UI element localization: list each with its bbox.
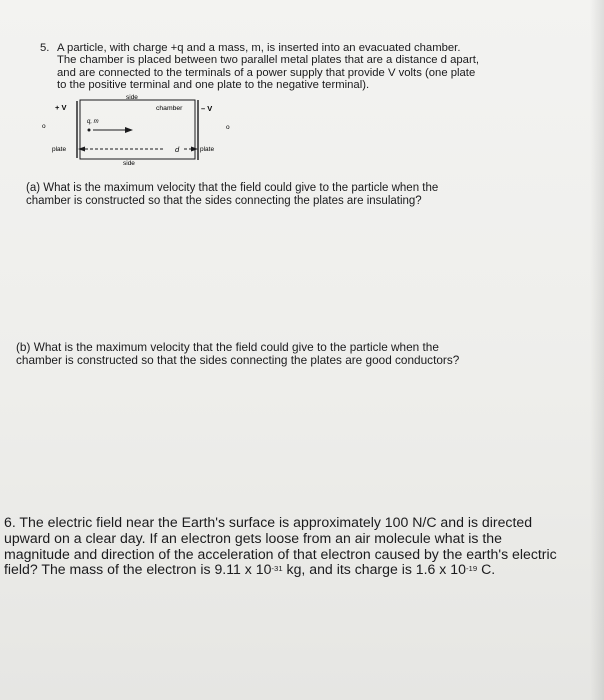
question-5-part-b	[16, 341, 576, 367]
question-6-line-3: magnitude and direction of the acceleration of that electron caused by the earth's electric	[4, 545, 557, 562]
right-terminal: o	[226, 124, 230, 131]
question-5-part-a	[26, 182, 546, 207]
q6-mass-exponent: -31	[271, 563, 283, 573]
plus-v-label: + V	[55, 103, 67, 112]
question-6-line-4	[4, 562, 602, 578]
q6-charge-text: kg, and its charge is 1.6 x 10	[282, 561, 466, 578]
question-5-line-1	[40, 42, 560, 54]
side-top-label: side	[126, 94, 138, 101]
question-5-line-2: The chamber is placed between two parallel metal plates that are a distance d apart,	[57, 54, 479, 67]
part-b-line-1: (b) What is the maximum velocity that the field could give to the particle when the	[16, 340, 439, 354]
question-6-line-2: upward on a clear day. If an electron gets loose from an air molecule what is the	[4, 529, 502, 546]
plate-right-label: plate	[200, 146, 215, 153]
question-6	[4, 515, 602, 578]
particle-label: q, m	[87, 119, 99, 125]
distance-label: d	[175, 145, 180, 154]
part-a-line-2: chamber is constructed so that the sides connecting the plates are insulating?	[26, 194, 422, 207]
side-bottom-label: side	[123, 160, 135, 167]
q6-charge-exponent: -19	[465, 563, 478, 573]
part-a-line-1: (a) What is the maximum velocity that the field could give to the particle when the	[26, 182, 439, 194]
page-edge-shadow	[590, 0, 604, 700]
q6-charge-unit: C.	[477, 561, 496, 578]
q6-mass-text: field? The mass of the electron is 9.11 x 10	[4, 561, 272, 578]
chamber-label: chamber	[156, 105, 183, 112]
question-5-number: 5.	[40, 42, 50, 54]
plate-left-label: plate	[52, 146, 67, 153]
question-5	[40, 42, 560, 91]
minus-v-label: – V	[201, 104, 213, 113]
part-b-line-2: chamber is constructed so that the sides connecting the plates are good conductors?	[16, 353, 460, 368]
question-5-line-3: and are connected to the terminals of a power supply that provide V volts (one plate	[57, 66, 476, 79]
question-5-text-line-1: A particle, with charge +q and a mass, m, is inserted into an evacuated chamber.	[57, 42, 461, 54]
left-terminal: o	[42, 123, 46, 130]
question-6-line-1: 6. The electric field near the Earth's surface is approximately 100 N/C and is directed	[4, 514, 533, 530]
question-5-line-4: to the positive terminal and one plate to the negative terminal).	[57, 78, 370, 91]
